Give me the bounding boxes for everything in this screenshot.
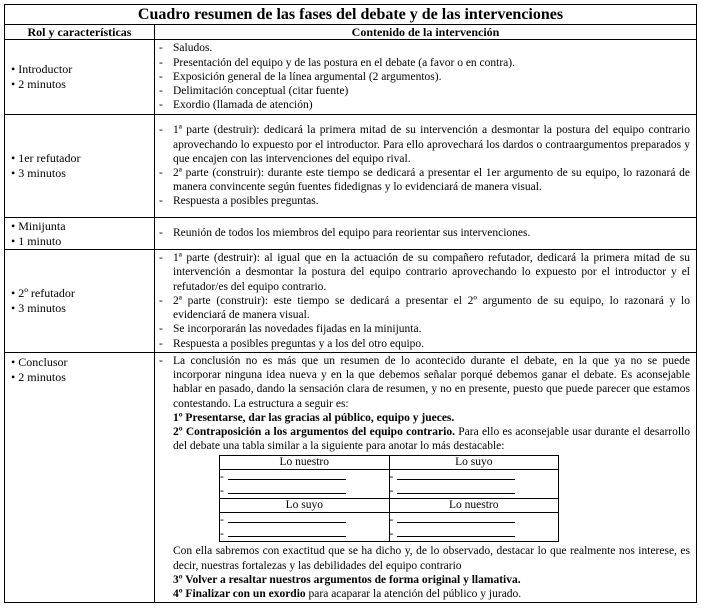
notes-cell: - - xyxy=(389,513,559,542)
role-cell xyxy=(5,218,155,250)
notes-cell: - - xyxy=(389,470,559,499)
role-time: • 2 minutos xyxy=(11,370,66,384)
notes-head: Lo suyo xyxy=(389,456,559,470)
notes-head: Lo suyo xyxy=(220,499,390,513)
step-2: 2º Contraposición a los argumentos del equipo contrario. Para ello es aconsejable usar durante el desarrollo del debate una tabla similar a la siguiente para anotar lo más destacable: xyxy=(173,426,690,453)
after-table-text: Con ella sabremos con exactitud que se ha dicho y, de lo observado, destacar lo que realmente nos interese, es decir, nuestras fortalezas y las debilidades del equipo contrario xyxy=(173,545,690,572)
table-title: Cuadro resumen de las fases del debate y de las intervenciones xyxy=(5,5,697,25)
table-row xyxy=(5,353,697,603)
list-item: - 1ª parte (destruir): al igual que en la actuación de su compañero refutador, dedicará la primera mitad de su intervención a desmontar la postura del equipo contrario aprovechando lo expuesto por el introductor y el refutador/es del equipo contrario. xyxy=(159,252,690,293)
list-item: - Respuesta a posibles preguntas y a los del otro equipo. xyxy=(159,337,425,350)
role-time: • 1 minuto xyxy=(11,233,62,248)
list-item: - 2ª parte (construir): durante este tiempo se dedicará a presentar el 1er argumento de su equipo, lo razonará de manera convincente según fuentes fidedignas y lo evidenciará de manera visual. xyxy=(159,167,690,194)
notes-cell: - - xyxy=(220,470,390,499)
list-item: - 2ª parte (construir): este tiempo se dedicará a presentar el 2º argumento de su equipo, lo razonará y lo evidenciará de manera visual. xyxy=(159,294,690,322)
table-row xyxy=(5,250,697,353)
conclusion-intro: - La conclusión no es más que un resumen de lo acontecido durante el debate, en la que ya no se puede incorporar ninguna idea nueva y en la que debemos señalar porqué debemos ganar el debate. Es aconsejable hablar en pasado, dando la sensación clara de resumen, y no en presente, puesto que puede parecer que estamos contestando. La estructura a seguir es: xyxy=(159,355,690,410)
list-item: - Delimitación conceptual (citar fuente) xyxy=(159,85,349,98)
role-name: • 2º refutador xyxy=(11,286,75,300)
role-cell xyxy=(5,40,155,115)
step-1: 1º Presentarse, dar las gracias al público, equipo y jueces. xyxy=(173,411,455,424)
list-item: - Presentación del equipo y de las postura en el debate (a favor o en contra). xyxy=(159,56,515,69)
notes-table xyxy=(219,455,559,542)
content-cell xyxy=(155,40,697,115)
table-row xyxy=(5,40,697,115)
role-time: • 2 minutos xyxy=(11,77,66,91)
role-cell xyxy=(5,115,155,218)
list-item: - Respuesta a posibles preguntas. xyxy=(159,195,319,208)
notes-head: Lo nuestro xyxy=(389,499,559,513)
header-content: Contenido de la intervención xyxy=(155,25,697,40)
content-cell xyxy=(155,250,697,353)
step-4: 4º Finalizar con un exordio para acaparar la atención del público y jurado. xyxy=(173,588,522,601)
list-item: - Se incorporarán las novedades fijadas en la minijunta. xyxy=(159,323,422,336)
role-cell xyxy=(5,353,155,603)
list-item: - Saludos. xyxy=(159,42,213,55)
notes-head: Lo nuestro xyxy=(220,456,390,470)
role-time: • 3 minutos xyxy=(11,301,66,315)
list-item: - Exposición general de la línea argumental (2 argumentos). xyxy=(159,70,442,83)
role-name: • Minijunta xyxy=(11,218,66,233)
table-row xyxy=(5,115,697,218)
header-role: Rol y características xyxy=(5,25,155,40)
summary-sheet xyxy=(4,4,696,603)
list-item: - Reunión de todos los miembros del equipo para reorientar sus intervenciones. xyxy=(159,227,531,240)
table-row xyxy=(5,218,697,250)
role-cell xyxy=(5,250,155,353)
content-cell xyxy=(155,353,697,603)
role-name: • Introductor xyxy=(11,62,73,76)
role-time: • 3 minutos xyxy=(11,166,66,180)
role-name: • 1er refutador xyxy=(11,151,81,165)
role-name: • Conclusor xyxy=(11,355,68,369)
content-cell xyxy=(155,115,697,218)
step-3: 3º Volver a resaltar nuestros argumentos de forma original y llamativa. xyxy=(173,573,521,586)
content-cell xyxy=(155,218,697,250)
list-item: - 1ª parte (destruir): dedicará la primera mitad de su intervención a desmontar la postura del equipo contrario aprovechando lo expuesto por el introductor. Para ello aprovechará los dardos o contraargumentos preparados y que encajen con las intervenciones del equipo rival. xyxy=(159,124,690,165)
notes-cell: - - xyxy=(220,513,390,542)
list-item: - Exordio (llamada de atención) xyxy=(159,99,313,112)
summary-table xyxy=(4,4,697,603)
